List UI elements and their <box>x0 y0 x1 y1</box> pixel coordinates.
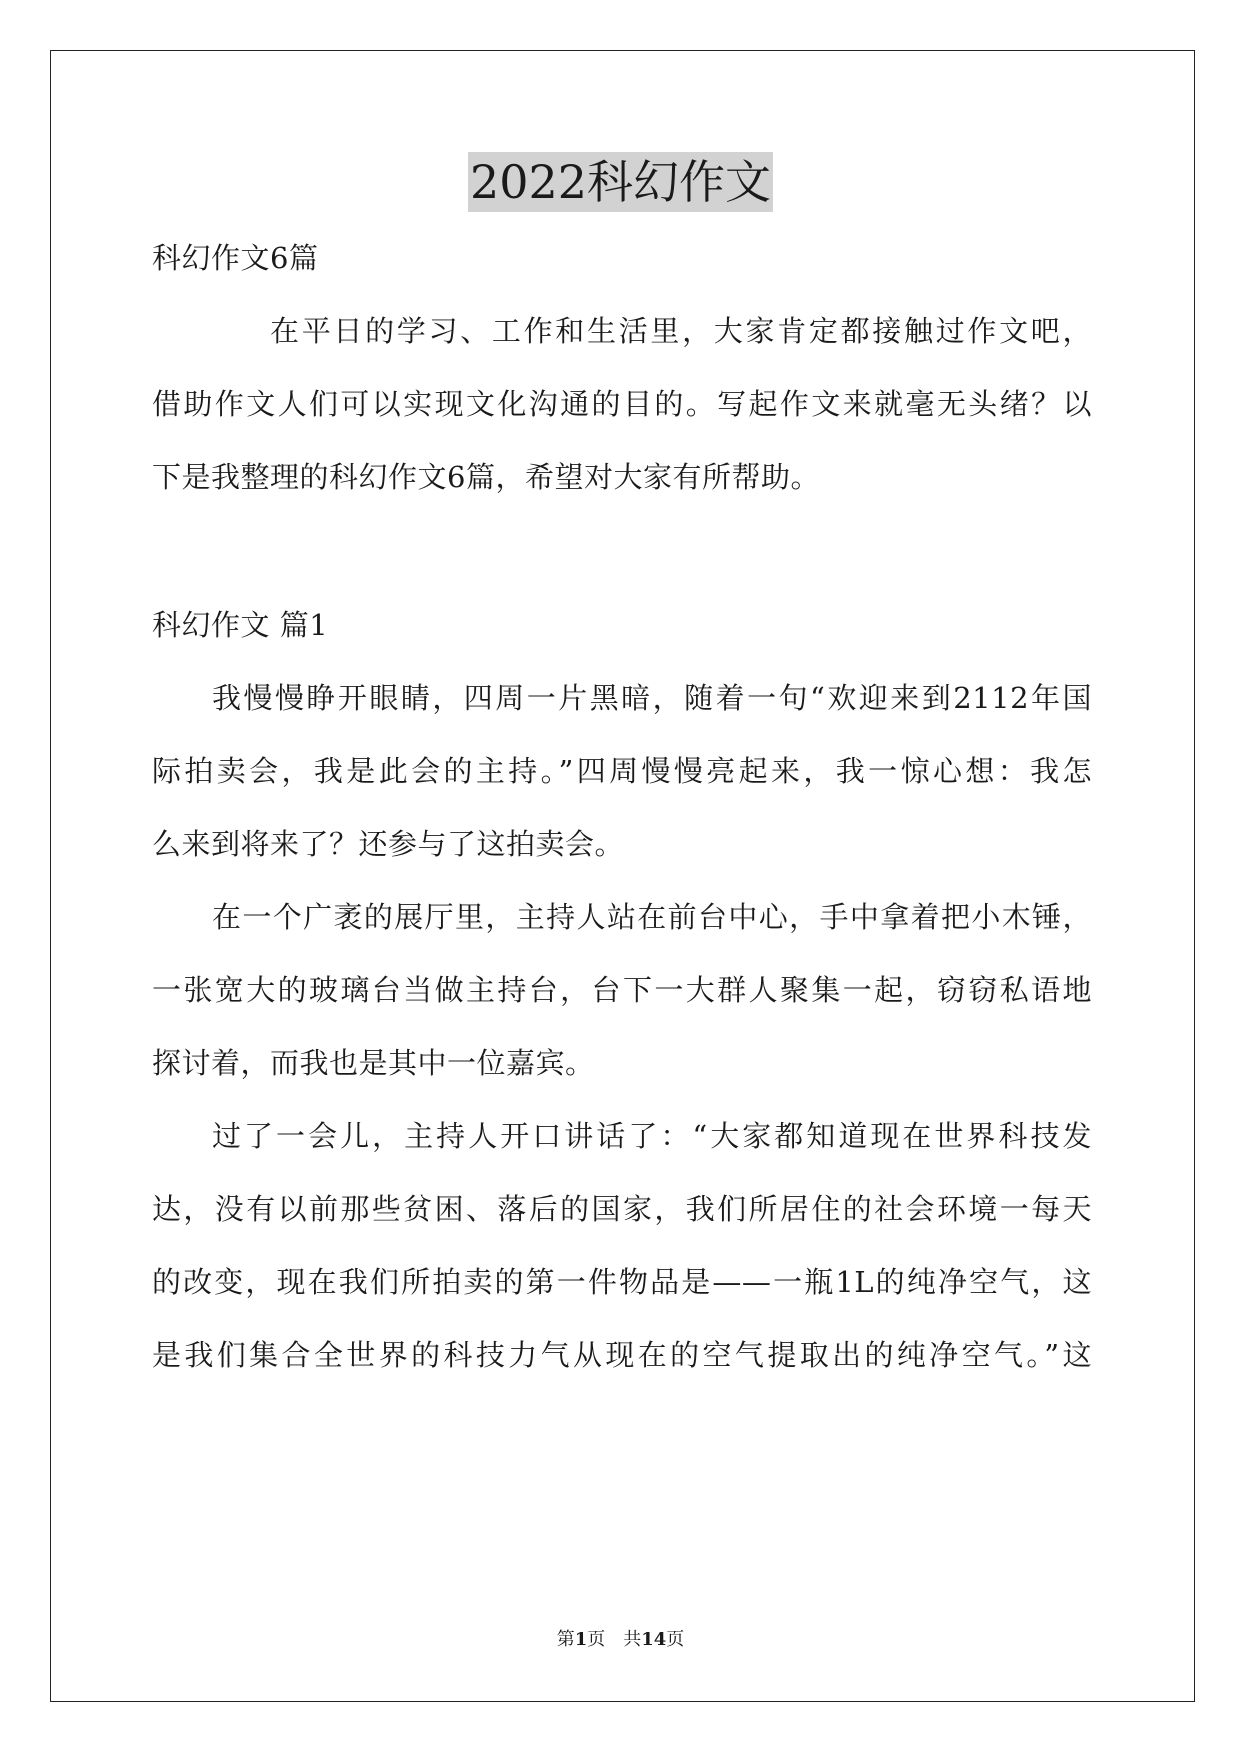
paragraph-line: 么来到将来了？还参与了这拍卖会。 <box>152 827 625 861</box>
paragraph-line: 过了一会儿，主持人开口讲话了：“大家都知道现在世界科技发 <box>212 1119 1092 1153</box>
footer-page-suffix: 页 <box>666 1629 685 1650</box>
footer-page-total: 14 <box>641 1629 667 1650</box>
paragraph-line: 在平日的学习、工作和生活里，大家肯定都接触过作文吧， <box>270 314 1092 348</box>
footer-page-prefix: 第 <box>556 1629 575 1650</box>
paragraph-line: 借助作文人们可以实现文化沟通的目的。写起作文来就毫无头绪？以 <box>152 387 1092 421</box>
paragraph-line: 的改变，现在我们所拍卖的第一件物品是——一瓶1L的纯净空气，这 <box>152 1265 1092 1299</box>
paragraph-line: 探讨着，而我也是其中一位嘉宾。 <box>152 1046 595 1080</box>
paragraph-line: 际拍卖会，我是此会的主持。”四周慢慢亮起来，我一惊心想：我怎 <box>152 754 1092 788</box>
footer-page-number: 1 <box>574 1629 588 1650</box>
paragraph-line: 下是我整理的科幻作文6篇，希望对大家有所帮助。 <box>152 460 820 494</box>
paragraph-line: 我慢慢睁开眼睛，四周一片黑暗，随着一句“欢迎来到2112年国 <box>212 681 1092 715</box>
document-title-wrap <box>0 152 1241 212</box>
page-border <box>50 50 1195 1702</box>
page-footer <box>0 1628 1241 1652</box>
document-title: 2022科幻作文 <box>468 152 773 212</box>
paragraph-line: 在一个广袤的展厅里，主持人站在前台中心，手中拿着把小木锤， <box>212 900 1092 934</box>
paragraph-line: 是我们集合全世界的科技力气从现在的空气提取出的纯净空气。”这 <box>152 1338 1092 1372</box>
footer-page-mid: 页 共 <box>587 1629 642 1650</box>
paragraph-line: 达，没有以前那些贫困、落后的国家，我们所居住的社会环境一每天 <box>152 1192 1092 1226</box>
section-heading: 科幻作文 篇1 <box>152 608 329 642</box>
subtitle: 科幻作文6篇 <box>152 241 319 275</box>
paragraph-line: 一张宽大的玻璃台当做主持台，台下一大群人聚集一起，窃窃私语地 <box>152 973 1092 1007</box>
